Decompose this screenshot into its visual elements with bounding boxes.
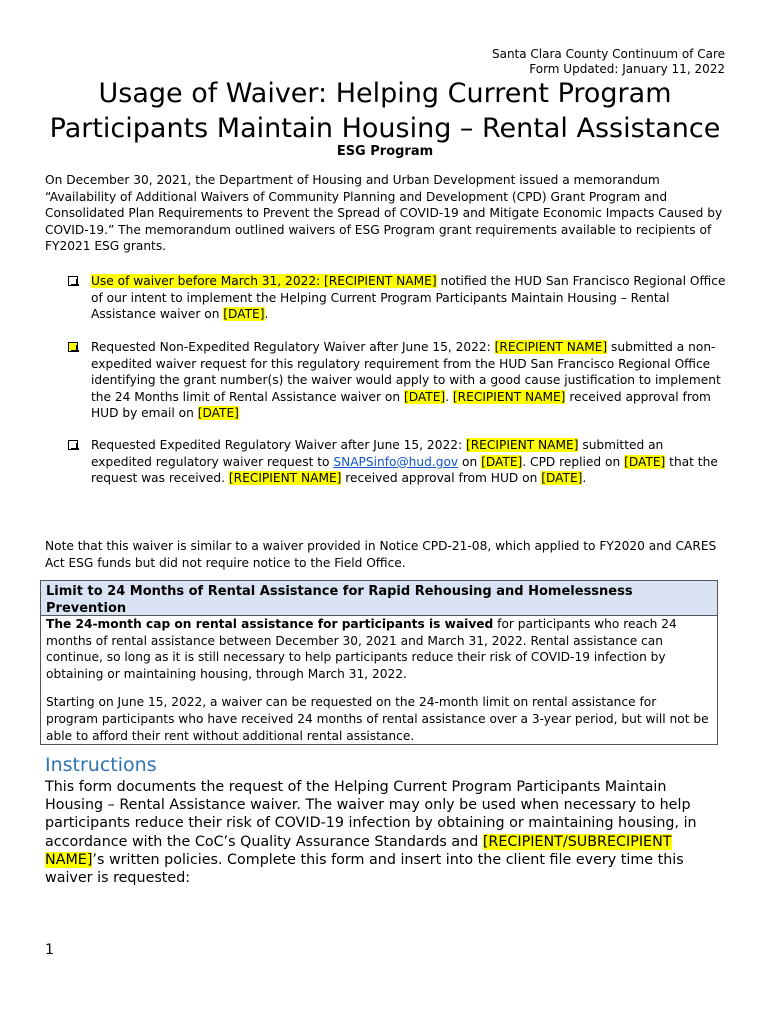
highlight-placeholder: Use of waiver before March 31, 2022: [RECIPIENT NAME] [91, 274, 437, 288]
document-header [492, 47, 725, 77]
header-updated-date: Form Updated: January 11, 2022 [529, 62, 725, 76]
table-heading: Limit to 24 Months of Rental Assistance for Rapid Rehousing and Homelessness Prevention [41, 581, 717, 616]
title-line-1: Usage of Waiver: Helping Current Program [98, 78, 672, 109]
highlight-placeholder: [RECIPIENT NAME] [228, 471, 342, 486]
document-subtitle: ESG Program [336, 144, 434, 159]
table-body [41, 616, 717, 744]
checkbox[interactable] [68, 440, 78, 450]
text-run: . [445, 389, 453, 404]
text-run: Requested Expedited Regulatory Waiver after June 15, 2022: [91, 438, 466, 452]
highlight-placeholder: [RECIPIENT/SUBRECIPIENT NAME] [45, 833, 672, 868]
instructions-heading: Instructions [45, 754, 157, 776]
instructions-paragraph [45, 778, 725, 887]
text-run: submitted an expedited regulatory waiver request to [91, 438, 664, 469]
highlight-placeholder: [DATE] [541, 471, 583, 486]
checkbox[interactable] [68, 276, 78, 286]
text-run: on [458, 454, 482, 469]
document-title [0, 76, 770, 146]
checkbox[interactable] [68, 342, 78, 352]
text-run: notified the HUD San Francisco Regional Office of our intent to implement the Helping Current Program Participants Maintain Housing – Rental Assistance waiver on [91, 274, 726, 322]
page-number: 1 [45, 942, 54, 958]
text-run: that the request was received. [91, 454, 718, 486]
note-paragraph: Note that this waiver is similar to a waiver provided in Notice CPD-21-08, which applied to FY2020 and CARES Act ESG funds but did not require notice to the Field Office. [45, 539, 717, 570]
checklist-item-text [91, 273, 728, 323]
highlight-placeholder: [DATE] [197, 406, 239, 421]
intro-paragraph: On December 30, 2021, the Department of Housing and Urban Development issued a memorandum “Availability of Additional Waivers of Community Planning and Development (CPD) Grant Program and Consolidated Plan Requirements to Prevent the Spread of COVID-19 and Mitigate Economic Impacts Caused by COVID-19.” The memorandum outlined waivers of ESG Program grant requirements available to recipients of FY2021 ESG grants. [45, 173, 723, 254]
checklist-item-text [91, 437, 728, 487]
highlight-placeholder: [DATE] [223, 307, 265, 322]
highlight-placeholder: [DATE] [624, 454, 666, 469]
email-link[interactable]: SNAPSinfo@hud.gov [333, 454, 459, 469]
table-bold-text: The 24-month cap on rental assistance for participants is waived [46, 617, 494, 631]
text-run: submitted a non-expedited waiver request for this regulatory requirement from the HUD San Francisco Regional Office identifying the grant number(s) the waiver would apply to with a good cause justification to implement the 24 Months limit of Rental Assistance waiver on [91, 340, 721, 404]
text-run: ’s written policies. Complete this form and insert into the client file every time this waiver is requested: [45, 851, 684, 887]
text-run: for participants who reach 24 months of rental assistance between December 30, 2021 and March 31, 2022. Rental assistance can continue, so long as it is still necessary to help participants reduce their risk of COVID-19 infection by obtaining or maintaining housing, through March 31, 2022. [46, 617, 677, 681]
highlight-placeholder: [RECIPIENT NAME] [494, 340, 608, 354]
text-run: . CPD replied on [522, 454, 625, 469]
text-run: . [582, 471, 587, 486]
text-run: Requested Non-Expedited Regulatory Waiver after June 15, 2022: [91, 340, 495, 354]
text-run: . [264, 307, 269, 322]
text-run: received approval from HUD by email on [91, 389, 711, 421]
checklist-item-non-expedited [68, 339, 728, 422]
waiver-info-table [40, 580, 718, 745]
header-org: Santa Clara County Continuum of Care [491, 47, 725, 61]
table-paragraph-2: Starting on June 15, 2022, a waiver can be requested on the 24-month limit on rental assistance for program participants who have received 24 months of rental assistance over a 3-year period, but will not be able to afford their rent without additional rental assistance. [46, 695, 709, 743]
title-line-2: Participants Maintain Housing – Rental Assistance [49, 113, 721, 144]
checklist-item-before-march [68, 273, 728, 323]
highlight-placeholder: [RECIPIENT NAME] [452, 389, 566, 404]
highlight-placeholder: [RECIPIENT NAME] [465, 438, 579, 452]
highlight-placeholder: [DATE] [403, 389, 446, 404]
checklist-item-text [91, 339, 728, 422]
text-run: This form documents the request of the Helping Current Program Participants Maintain Housing – Rental Assistance waiver. The waiver may only be used when necessary to help participants reduce their risk of COVID-19 infection by obtaining or maintaining housing, in accordance with the CoC’s Quality Assurance Standards and [45, 779, 697, 850]
table-paragraph-1 [46, 616, 712, 682]
text-run: received approval from HUD on [341, 471, 542, 486]
checklist-item-expedited [68, 437, 728, 487]
highlight-placeholder: [DATE] [481, 454, 523, 469]
